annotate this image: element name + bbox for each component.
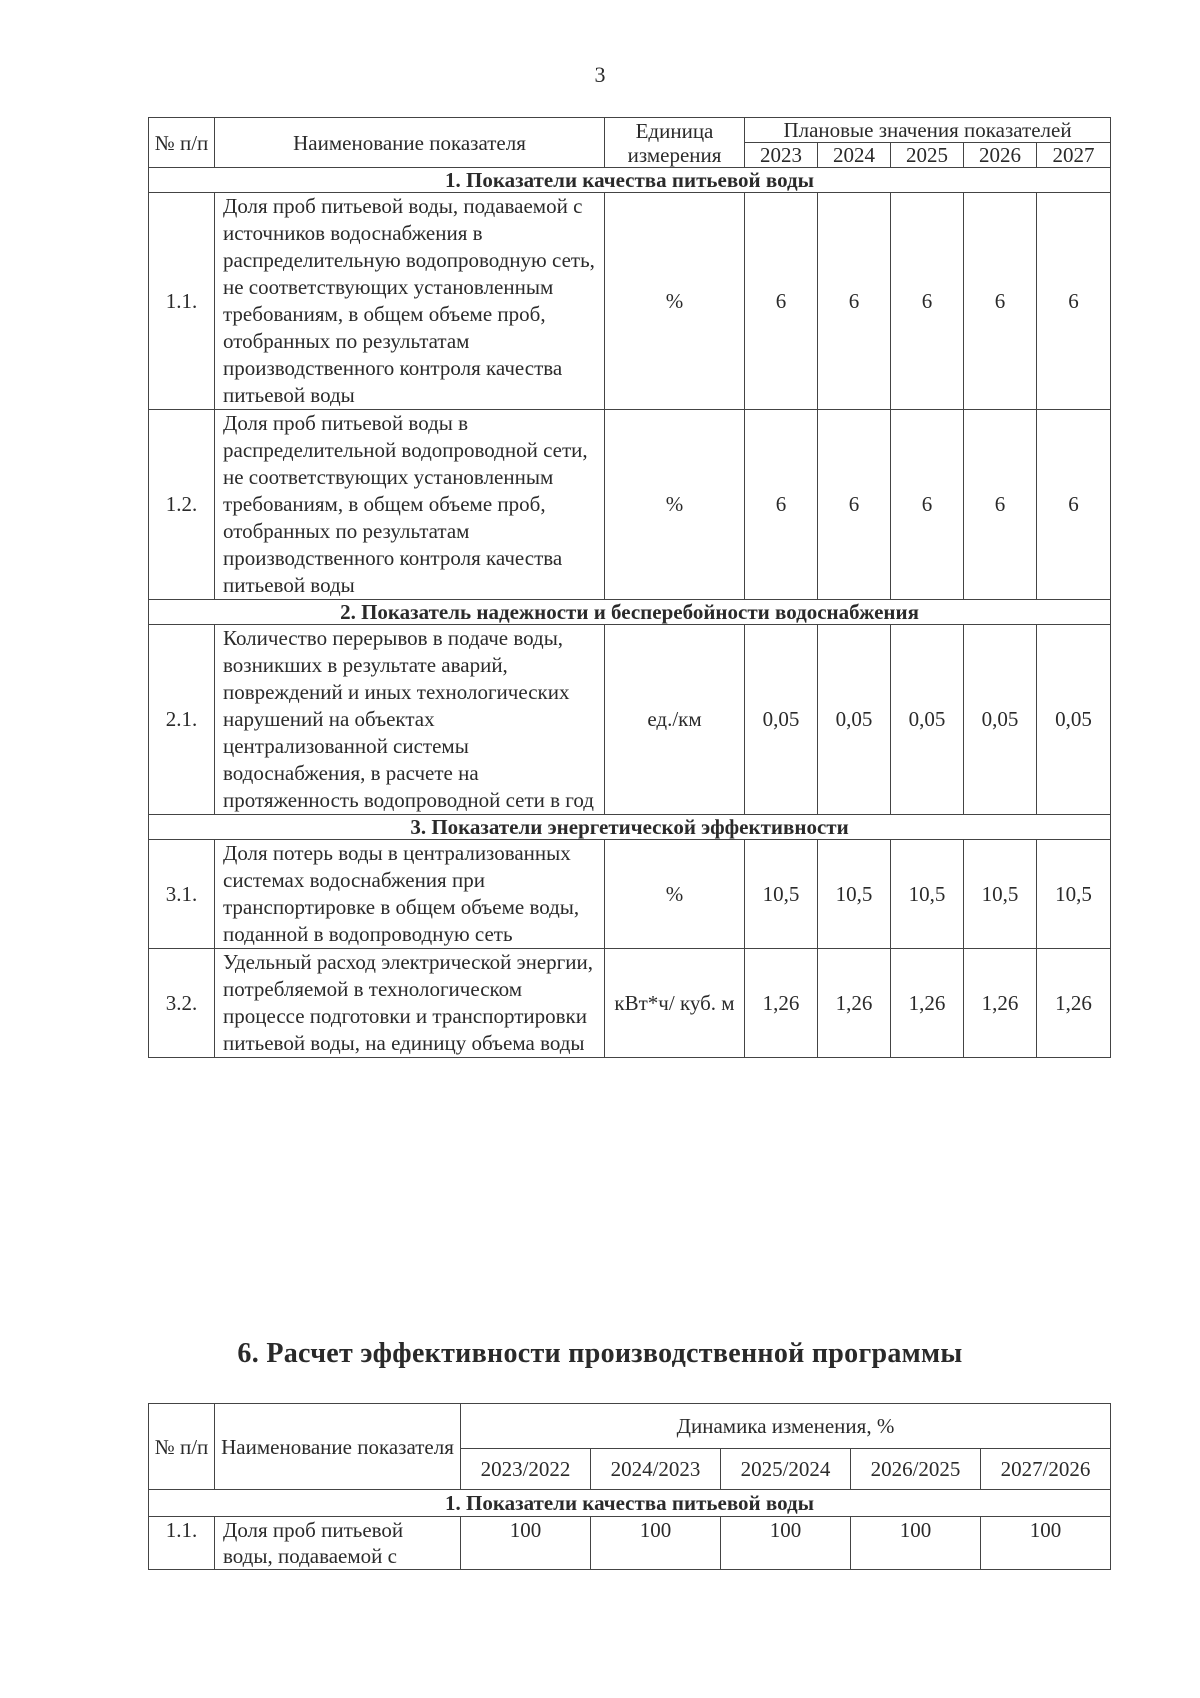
row-value: 6 (818, 193, 891, 410)
header-name: Наименование показателя (215, 118, 605, 168)
section-6-title: 6. Расчет эффективности производственной программы (237, 1338, 963, 1369)
header-num: № п/п (149, 118, 215, 168)
row-name: Удельный расход электрической энергии, потребляемой в технологическом процессе подготовки и транспортировки питьевой воды, на единицу объема воды (215, 949, 605, 1058)
header-year: 2025 (891, 143, 964, 168)
row-value: 6 (891, 193, 964, 410)
row-value: 6 (818, 410, 891, 600)
row-num: 1.1. (149, 1517, 215, 1570)
row-value: 6 (1037, 193, 1111, 410)
section-title: 1. Показатели качества питьевой воды (149, 168, 1111, 193)
row-value: 6 (964, 193, 1037, 410)
row-value: 0,05 (1037, 625, 1111, 815)
header-period: 2027/2026 (981, 1449, 1111, 1490)
row-value: 0,05 (818, 625, 891, 815)
header-planned: Плановые значения показателей (745, 118, 1111, 143)
section-title: 2. Показатель надежности и бесперебойности водоснабжения (149, 600, 1111, 625)
row-name: Количество перерывов в подаче воды, возникших в результате аварий, повреждений и иных технологических нарушений на объектах централизованной системы водоснабжения, в расчете на протяженность водопроводной сети в год (215, 625, 605, 815)
row-value: 6 (1037, 410, 1111, 600)
row-unit: % (605, 193, 745, 410)
row-value: 10,5 (1037, 840, 1111, 949)
row-value: 1,26 (964, 949, 1037, 1058)
planned-indicators-table (148, 117, 1111, 1058)
row-value: 100 (591, 1517, 721, 1570)
row-name: Доля проб питьевой воды, подаваемой с (215, 1517, 461, 1570)
header-unit: Единица измерения (605, 118, 745, 168)
row-num: 1.2. (149, 410, 215, 600)
row-value: 0,05 (964, 625, 1037, 815)
row-num: 3.2. (149, 949, 215, 1058)
row-value: 10,5 (745, 840, 818, 949)
table-row (149, 1517, 1111, 1570)
header-period: 2024/2023 (591, 1449, 721, 1490)
table-row (149, 949, 1111, 1058)
row-value: 6 (745, 193, 818, 410)
header-year: 2026 (964, 143, 1037, 168)
row-unit: кВт*ч/ куб. м (605, 949, 745, 1058)
table-row (149, 625, 1111, 815)
row-unit: % (605, 840, 745, 949)
row-name: Доля потерь воды в централизованных системах водоснабжения при транспортировке в общем объеме воды, поданной в водопроводную сеть (215, 840, 605, 949)
row-value: 10,5 (891, 840, 964, 949)
table-row (149, 410, 1111, 600)
row-value: 1,26 (891, 949, 964, 1058)
row-value: 10,5 (964, 840, 1037, 949)
row-value: 1,26 (745, 949, 818, 1058)
row-value: 6 (891, 410, 964, 600)
row-value: 10,5 (818, 840, 891, 949)
table-row (149, 193, 1111, 410)
row-name: Доля проб питьевой воды, подаваемой с источников водоснабжения в распределительную водопроводную сеть, не соответствующих установленным требованиям, в общем объеме проб, отобранных по результатам производственного контроля качества питьевой воды (215, 193, 605, 410)
efficiency-table (148, 1403, 1111, 1570)
header-year: 2027 (1037, 143, 1111, 168)
row-value: 100 (851, 1517, 981, 1570)
header-period: 2023/2022 (461, 1449, 591, 1490)
page-number: 3 (594, 62, 606, 87)
row-num: 2.1. (149, 625, 215, 815)
row-value: 100 (981, 1517, 1111, 1570)
row-value: 6 (745, 410, 818, 600)
row-num: 1.1. (149, 193, 215, 410)
row-value: 100 (461, 1517, 591, 1570)
header-year: 2023 (745, 143, 818, 168)
header-name: Наименование показателя (215, 1404, 461, 1490)
row-value: 0,05 (745, 625, 818, 815)
row-value: 0,05 (891, 625, 964, 815)
section-title: 1. Показатели качества питьевой воды (149, 1490, 1111, 1517)
header-period: 2026/2025 (851, 1449, 981, 1490)
row-name: Доля проб питьевой воды в распределительной водопроводной сети, не соответствующих установленным требованиям, в общем объеме проб, отобранных по результатам производственного контроля качества питьевой воды (215, 410, 605, 600)
row-value: 1,26 (1037, 949, 1111, 1058)
header-period: 2025/2024 (721, 1449, 851, 1490)
row-num: 3.1. (149, 840, 215, 949)
row-unit: ед./км (605, 625, 745, 815)
table-row (149, 840, 1111, 949)
row-value: 6 (964, 410, 1037, 600)
header-year: 2024 (818, 143, 891, 168)
section-title: 3. Показатели энергетической эффективности (149, 815, 1111, 840)
row-value: 1,26 (818, 949, 891, 1058)
header-num: № п/п (149, 1404, 215, 1490)
row-unit: % (605, 410, 745, 600)
header-dynamics: Динамика изменения, % (461, 1404, 1111, 1449)
row-value: 100 (721, 1517, 851, 1570)
